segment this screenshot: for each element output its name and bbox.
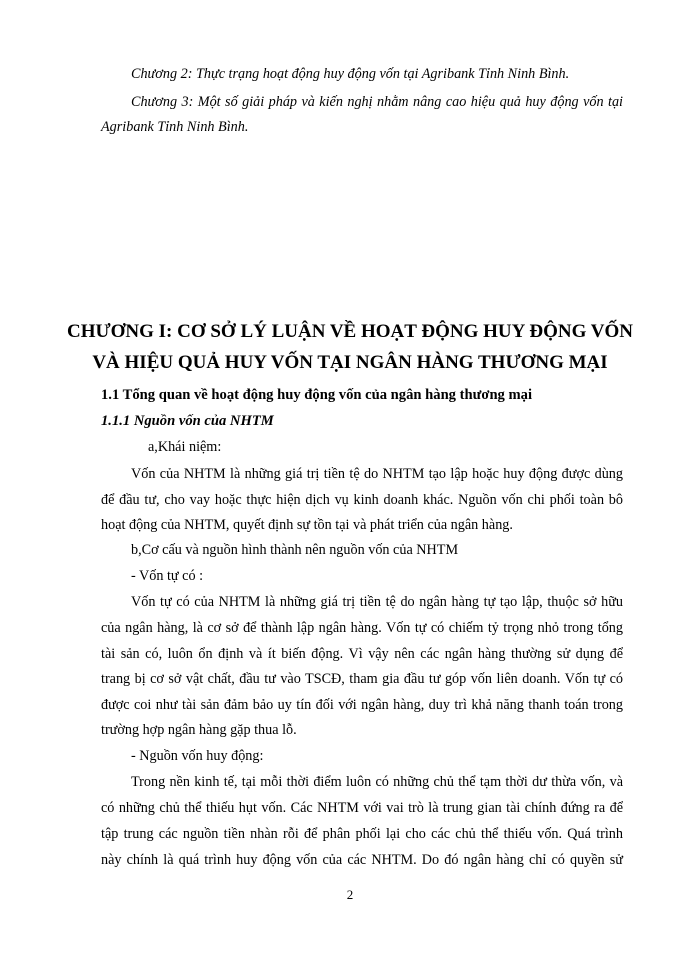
own-capital-line-3: tài sản có, luôn ổn định và ít biến động. Vì vậy nên các ngân hàng thường sử dụng để [101,646,623,662]
intro-chapter-3-line-1: Chương 3: Một số giải pháp và kiến nghị nhằm nâng cao hiệu quả huy động vốn tại [131,94,623,110]
intro-chapter-3-line-2: Agribank Tỉnh Ninh Bình. [101,119,249,135]
chapter-title-line-2: VÀ HIỆU QUẢ HUY VỐN TẠI NGÂN HÀNG THƯƠNG MẠI [92,352,608,373]
section-1-1-1-heading: 1.1.1 Nguồn vốn của NHTM [101,413,274,429]
mobilized-capital-line-4: này chính là quá trình huy động vốn của các NHTM. Do đó ngân hàng chỉ có quyền sử [101,852,623,868]
concept-line-2: để đầu tư, cho vay hoặc thực hiện dịch vụ kinh doanh khác. Nguồn vốn chi phối toàn bô [101,492,623,508]
own-capital-label: - Vốn tự có : [131,568,204,584]
page-number: 2 [346,887,354,902]
own-capital-line-2: của ngân hàng, là cơ sở để thành lập ngân hàng. Vốn tự có chiếm tỷ trọng nhỏ trong tổng [101,620,623,636]
mobilized-capital-line-3: tập trung các nguồn tiền nhàn rỗi để phân phối lại cho các chủ thể thiếu vốn. Quá trình [101,826,623,842]
mobilized-capital-label: - Nguồn vốn huy động: [131,748,264,764]
section-1-1-heading: 1.1 Tổng quan về hoạt động huy động vốn của ngân hàng thương mại [101,387,533,403]
own-capital-line-6: trường hợp ngân hàng gặp thua lỗ. [101,722,297,738]
concept-line-1: Vốn của NHTM là những giá trị tiền tệ do NHTM tạo lập hoặc huy động được dùng [131,466,623,482]
concept-label: a,Khái niệm: [148,439,222,455]
chapter-title-line-1: CHƯƠNG I: CƠ SỞ LÝ LUẬN VỀ HOẠT ĐỘNG HUY ĐỘNG VỐN [66,321,633,342]
own-capital-line-1: Vốn tự có của NHTM là những giá trị tiền tệ do ngân hàng tự tạo lập, thuộc sở hữu [131,594,623,610]
mobilized-capital-line-2: có những chủ thể thiếu hụt vốn. Các NHTM với vai trò là trung gian tài chính đứng ra để [101,800,623,816]
mobilized-capital-line-1: Trong nền kinh tế, tại mỗi thời điểm luôn có những chủ thể tạm thời dư thừa vốn, và [131,774,623,790]
own-capital-line-4: trang bị cơ sở vật chất, đầu tư vào TSCĐ, tham gia đầu tư góp vốn liên doanh. Vốn tự có [101,671,623,687]
concept-line-3: hoạt động của NHTM, quyết định sự tồn tại và phát triển của ngân hàng. [101,517,513,533]
own-capital-line-5: được coi như tài sản đảm bảo uy tín đối với ngân hàng, duy trì khả năng thanh toán trong [101,697,623,713]
structure-label: b,Cơ cấu và nguồn hình thành nên nguồn vốn của NHTM [131,542,459,558]
intro-chapter-2: Chương 2: Thực trạng hoạt động huy động vốn tại Agribank Tỉnh Ninh Bình. [131,66,570,82]
